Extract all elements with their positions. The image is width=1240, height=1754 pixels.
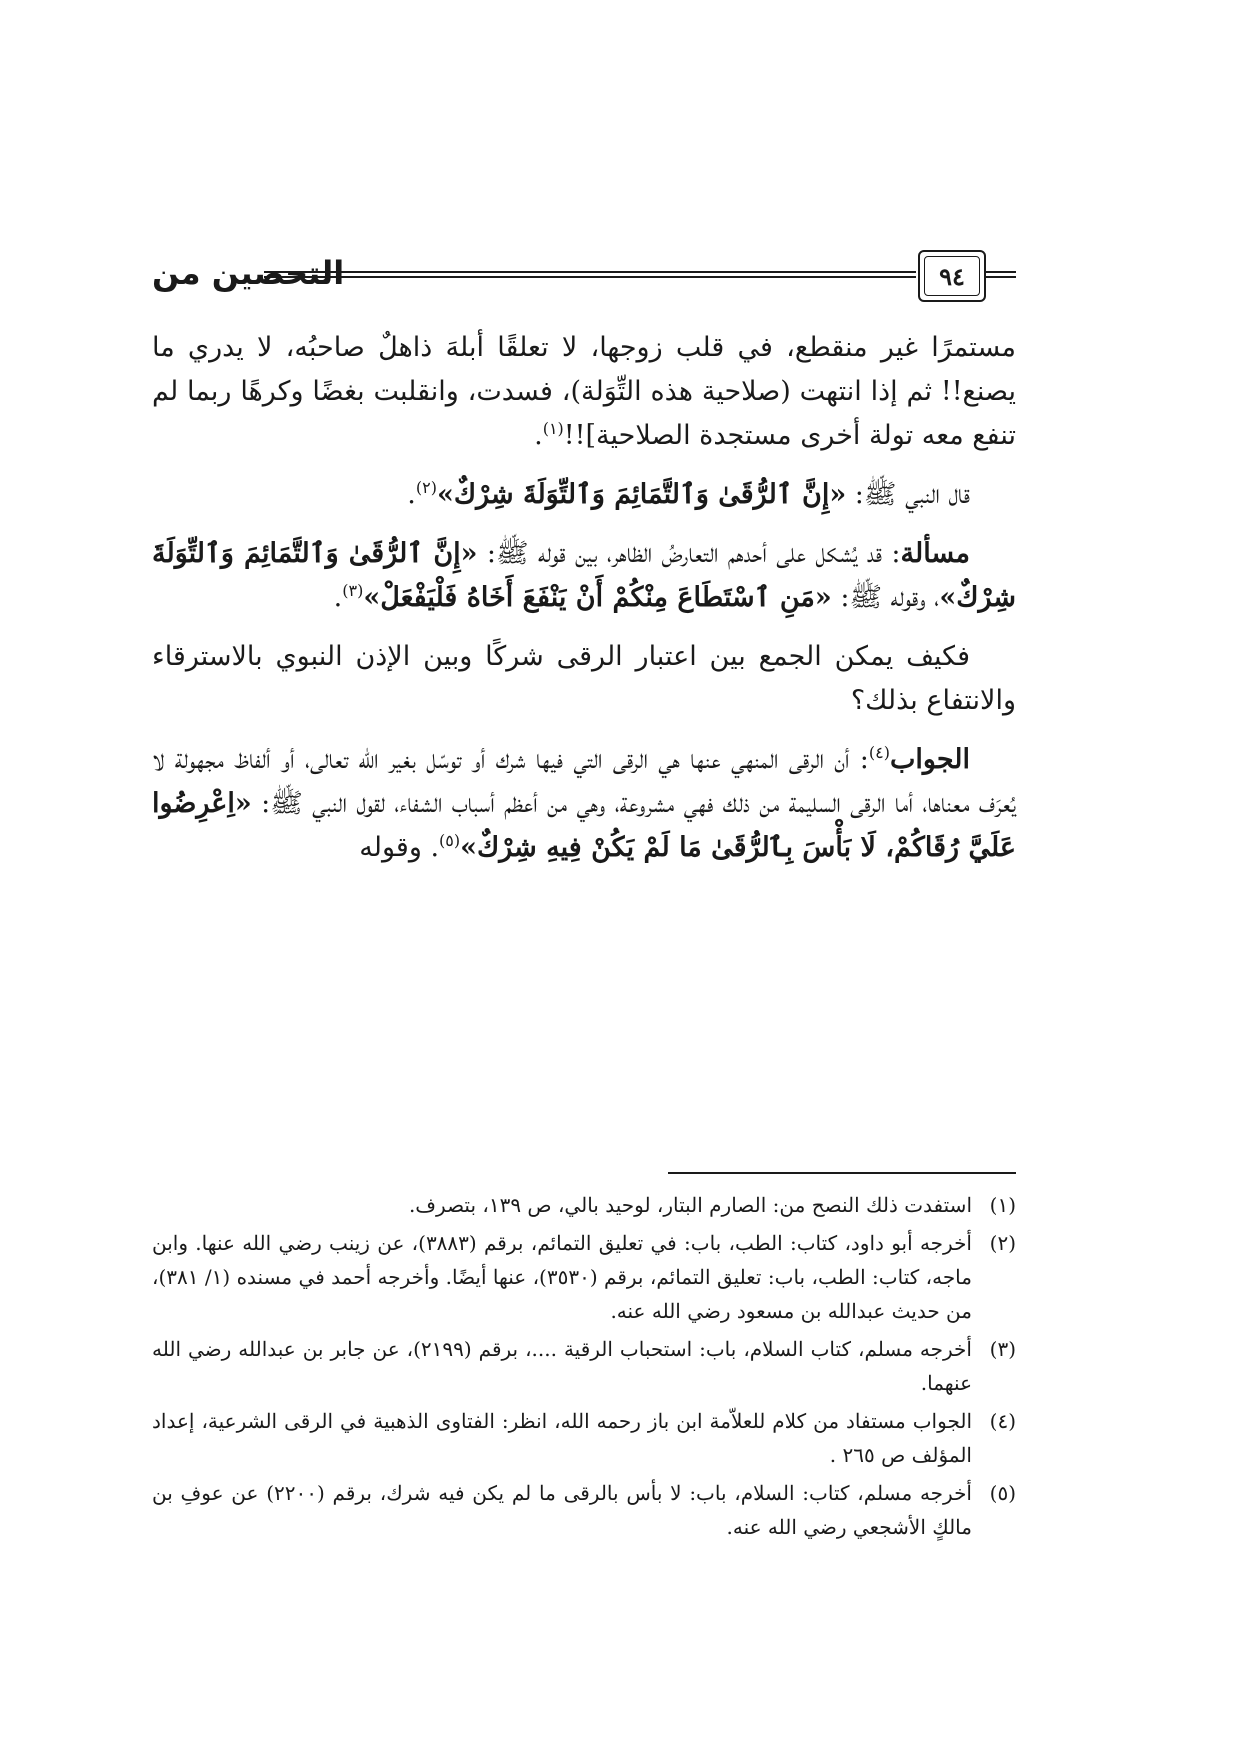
paragraph-3: مسألة: قد يُشكل على أحدهم التعارضُ الظاهر، بين قوله ﷺ: «إِنَّ ٱلرُّقَىٰ وَٱلتَّمَائِمَ وَٱلتِّوَلَةَ شِرْكٌ»، وقوله ﷺ: «مَنِ ٱسْتَطَاعَ مِنْكُمْ أَنْ يَنْفَعَ أَخَاهُ فَلْيَفْعَلْ»$^{(٣)}$. <box>152 538 1016 613</box>
running-header <box>152 248 1016 304</box>
page-number: ٩٤ <box>939 261 965 291</box>
footnote-item: (٥) أخرجه مسلم، كتاب: السلام، باب: لا بأس بالرقى ما لم يكن فيه شرك، برقم (٢٢٠٠) عن عوفِ بن مالكٍ الأشجعي رضي الله عنه. <box>152 1481 1016 1539</box>
issue-label: مسألة <box>900 538 970 569</box>
footnote-item: (٤) الجواب مستفاد من كلام للعلاّمة ابن باز رحمه الله، انظر: الفتاوى الذهبية في الرقى الشرعية، إعداد المؤلف ص ٢٦٥ . <box>152 1409 1016 1467</box>
paragraph-5: الجواب$^{(٤)}$: أن الرقى المنهي عنها هي الرقى التي فيها شرك أو توسّل بغير الله تعالى، أو ألفاظ مجهولة لا يُعرَف معناها، أما الرقى السليمة من ذلك فهي مشروعة، وهي من أعظم أسباب الشفاء، لقول النبي ﷺ: «اِعْرِضُوا عَلَيَّ رُقَاكُمْ، لَا بَأْسَ بِٱلرُّقَىٰ مَا لَمْ يَكُنْ فِيهِ شِرْكٌ»$^{(٥)}$. وقوله <box>152 743 1016 863</box>
footnotes <box>152 1188 1016 1548</box>
footnote-item: (١) استفدت ذلك النصح من: الصارم البتار، لوحيد بالي، ص ١٣٩، بتصرف. <box>408 1193 1016 1217</box>
footnote-ref: (١) <box>542 419 564 438</box>
answer-label: الجواب <box>889 744 970 775</box>
paragraph-4: فكيف يمكن الجمع بين اعتبار الرقى شركًا وبين الإذن النبوي بالاسترقاء والانتفاع بذلك؟ <box>152 641 1016 716</box>
main-text <box>152 326 1016 870</box>
hadith-quote: «إِنَّ ٱلرُّقَىٰ وَٱلتَّمَائِمَ وَٱلتِّوَلَةَ شِرْكٌ» <box>152 538 1016 613</box>
paragraph-2: قال النبي ﷺ: «إِنَّ ٱلرُّقَىٰ وَٱلتَّمَائِمَ وَٱلتِّوَلَةَ شِرْكٌ»$^{(٢)}$. <box>407 478 970 510</box>
header-title: التحصين من <box>152 254 345 292</box>
hadith-quote: «مَنِ ٱسْتَطَاعَ مِنْكُمْ أَنْ يَنْفَعَ أَخَاهُ فَلْيَفْعَلْ» <box>363 582 832 613</box>
header-rule-short <box>984 271 1016 278</box>
hadith-quote: «اِعْرِضُوا عَلَيَّ رُقَاكُمْ، لَا بَأْسَ بِٱلرُّقَىٰ مَا لَمْ يَكُنْ فِيهِ شِرْكٌ» <box>152 788 1016 863</box>
header-rule <box>264 271 916 278</box>
footnote-ref: (٣) <box>342 581 364 600</box>
footnote-separator <box>668 1172 1016 1174</box>
footnote-item: (٢) أخرجه أبو داود، كتاب: الطب، باب: في تعليق التمائم، برقم (٣٨٨٣)، عن زينب رضي الله عنها. وابن ماجه، كتاب: الطب، باب: تعليق التمائم، برقم (٣٥٣٠)، عنها أيضًا. وأخرجه أحمد في مسنده (١/ ٣٨١)، من حديث عبدالله بن مسعود رضي الله عنه. <box>152 1231 1016 1323</box>
paragraph-1: مستمرًا غير منقطع، في قلب زوجها، لا تعلقًا أبلهَ ذاهلٌ صاحبُه، لا يدري ما يصنع!! ثم إذا انتهت (صلاحية هذه التِّوَلة)، فسدت، وانقلبت بغضًا وكرهًا ربما لم تنفع معه تولة أخرى مستجدة الصلاحية]!!$^{(١)}$. <box>152 332 1016 451</box>
footnote-ref: (٥) <box>439 831 461 850</box>
hadith-quote: «إِنَّ ٱلرُّقَىٰ وَٱلتَّمَائِمَ وَٱلتِّوَلَةَ شِرْكٌ» <box>436 479 847 510</box>
footnote-ref: (٤) <box>868 743 890 762</box>
footnote-ref: (٢) <box>415 478 437 497</box>
page-number-ornament <box>918 250 986 302</box>
footnote-item: (٣) أخرجه مسلم، كتاب السلام، باب: استحباب الرقية ....، برقم (٢١٩٩)، عن جابر بن عبدالله رضي الله عنهما. <box>152 1337 1016 1395</box>
